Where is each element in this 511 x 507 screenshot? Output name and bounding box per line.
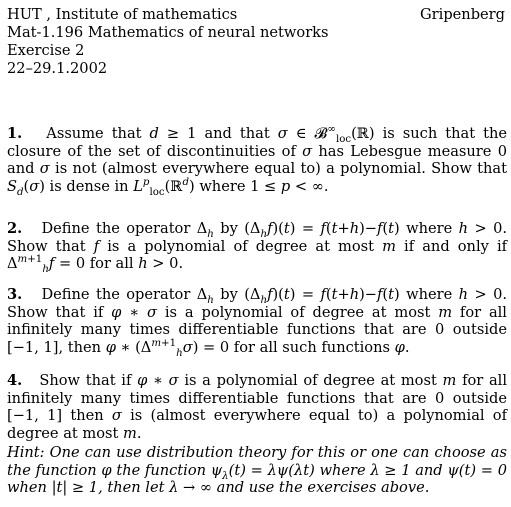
problem-number: 1.	[7, 125, 23, 142]
problem-3: 3. Define the operator $\Delta_h$ by $(\Delta_hf)(t) = f(t+h)-f(t)$ where h > 0. Show that if φ ∗ σ is a polynomial of degree at most m for all infinitely many times differentiable functions that are 0 outside [−1, 1], then φ ∗ $(\Delta^{m+1}_h\sigma) = 0$ for all such functions φ.	[7, 286, 507, 359]
problem-number: 3.	[7, 286, 23, 303]
hint-paragraph: Hint: One can use distribution theory for this or one can choose as the function φ the function $\psi_\lambda(t) = \lambda\psi(\lambda t)$ where λ ≥ 1 and ψ(t) = 0 when |t| ≥ 1, then let λ → ∞ and use the exercises above.	[7, 444, 507, 497]
problem-number: 2.	[7, 220, 23, 237]
exercise-title: Exercise 2	[7, 42, 85, 59]
date-line: 22–29.1.2002	[7, 60, 108, 77]
problem-2: 2. Define the operator $\Delta_h$ by $(\Delta_hf)(t) = f(t+h)-f(t)$ where h > 0. Show that f is a polynomial of degree at most m if and only if $\Delta^{m+1}_hf = 0$ for all h > 0.	[7, 220, 508, 276]
problem-1: 1. Assume that d ≥ 1 and that σ ∈ 𝓑∞$_{loc}$(ℝ) is such that the closure of the set of discontinuities of σ has Lebesgue measure 0 and σ is not (almost everywhere equal to) a polynomial. Show that $S_d(\sigma)$ is dense in $L^p_{loc}(ℝ^d)$ where 1 ≤ p < ∞.	[7, 124, 508, 198]
institute-line: HUT , Institute of mathematics	[7, 6, 238, 23]
course-line: Mat-1.196 Mathematics of neural networks	[7, 24, 329, 41]
problem-number: 4.	[7, 372, 23, 389]
problem-4: 4. Show that if φ ∗ σ is a polynomial of degree at most m for all infinitely many times differentiable functions that are 0 outside [−1, 1] then σ is (almost everywhere equal to) a polynomial of degree at most m.	[7, 372, 508, 442]
author-name: Gripenberg	[420, 6, 505, 23]
